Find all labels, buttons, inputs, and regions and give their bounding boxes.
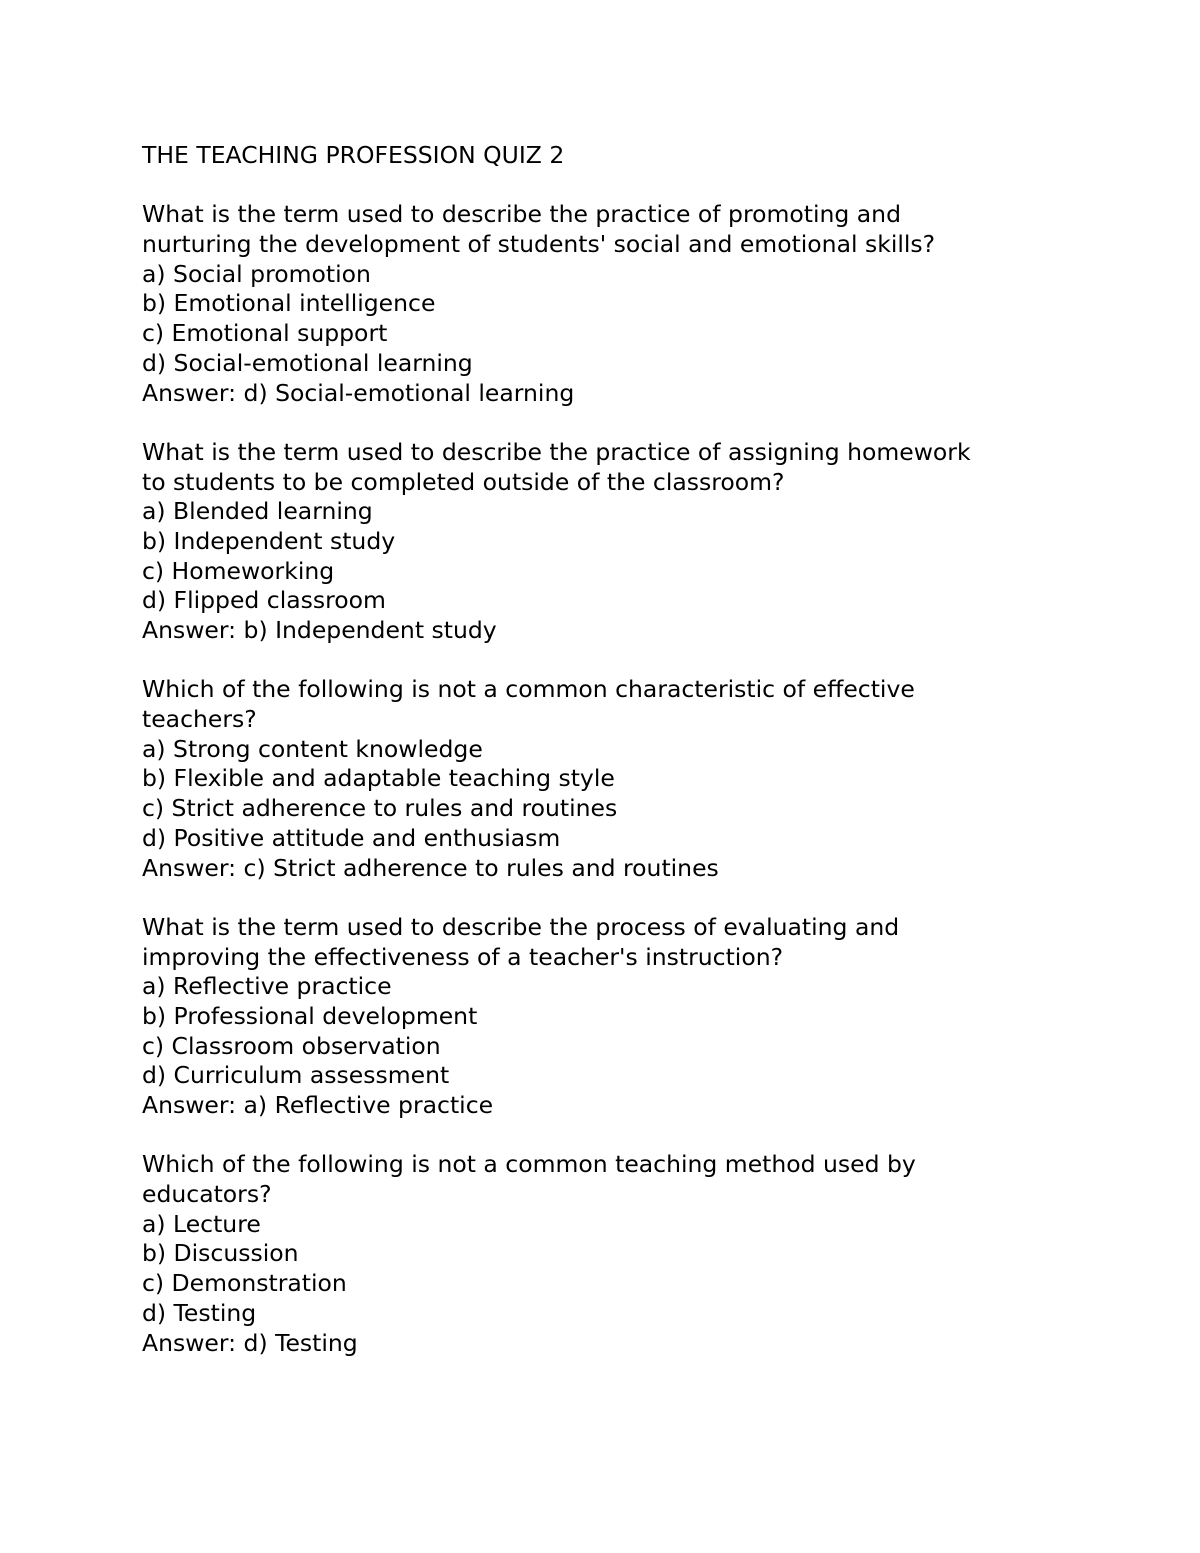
option-c: c) Homeworking	[142, 556, 335, 585]
question-block-3	[142, 675, 1142, 883]
question-text: teachers?	[142, 705, 257, 734]
answer-text: Answer: c) Strict adherence to rules and routines	[142, 853, 719, 882]
question-block-4	[142, 913, 1142, 1121]
option-a: a) Strong content knowledge	[142, 734, 483, 763]
question-text: Which of the following is not a common teaching method used by	[142, 1150, 916, 1179]
question-text: to students to be completed outside of the classroom?	[142, 467, 785, 496]
question-block-5	[142, 1150, 1142, 1358]
option-a: a) Lecture	[142, 1209, 261, 1238]
option-b: b) Discussion	[142, 1239, 299, 1268]
option-a: a) Social promotion	[142, 259, 371, 288]
option-d: d) Flipped classroom	[142, 586, 386, 615]
answer-text: Answer: b) Independent study	[142, 616, 497, 644]
question-block-2	[142, 438, 1142, 646]
answer-text: Answer: d) Testing	[142, 1328, 358, 1357]
option-d: d) Positive attitude and enthusiasm	[142, 823, 561, 852]
question-text: What is the term used to describe the process of evaluating and	[142, 912, 900, 941]
option-b: b) Professional development	[142, 1001, 478, 1030]
question-text: What is the term used to describe the practice of assigning homework	[142, 437, 971, 466]
option-b: b) Flexible and adaptable teaching style	[142, 764, 615, 793]
question-text: improving the effectiveness of a teacher's instruction?	[142, 942, 784, 971]
option-d: d) Testing	[142, 1298, 257, 1327]
option-d: d) Social-emotional learning	[142, 348, 473, 377]
question-text: nurturing the development of students' social and emotional skills?	[142, 230, 936, 259]
answer-text: Answer: d) Social-emotional learning	[142, 378, 575, 407]
option-c: c) Emotional support	[142, 319, 388, 348]
option-b: b) Emotional intelligence	[142, 289, 436, 318]
option-a: a) Reflective practice	[142, 972, 392, 1001]
question-text: Which of the following is not a common characteristic of effective	[142, 675, 915, 704]
document-title: THE TEACHING PROFESSION QUIZ 2	[142, 141, 565, 169]
question-text: What is the term used to describe the practice of promoting and	[142, 200, 901, 229]
option-d: d) Curriculum assessment	[142, 1061, 450, 1090]
answer-text: Answer: a) Reflective practice	[142, 1091, 494, 1119]
question-block-1	[142, 200, 1142, 408]
option-c: c) Demonstration	[142, 1269, 347, 1298]
option-c: c) Strict adherence to rules and routines	[142, 794, 618, 823]
option-c: c) Classroom observation	[142, 1031, 441, 1060]
question-text: educators?	[142, 1180, 272, 1209]
document-page	[142, 141, 1142, 1388]
option-b: b) Independent study	[142, 526, 396, 555]
option-a: a) Blended learning	[142, 497, 373, 526]
